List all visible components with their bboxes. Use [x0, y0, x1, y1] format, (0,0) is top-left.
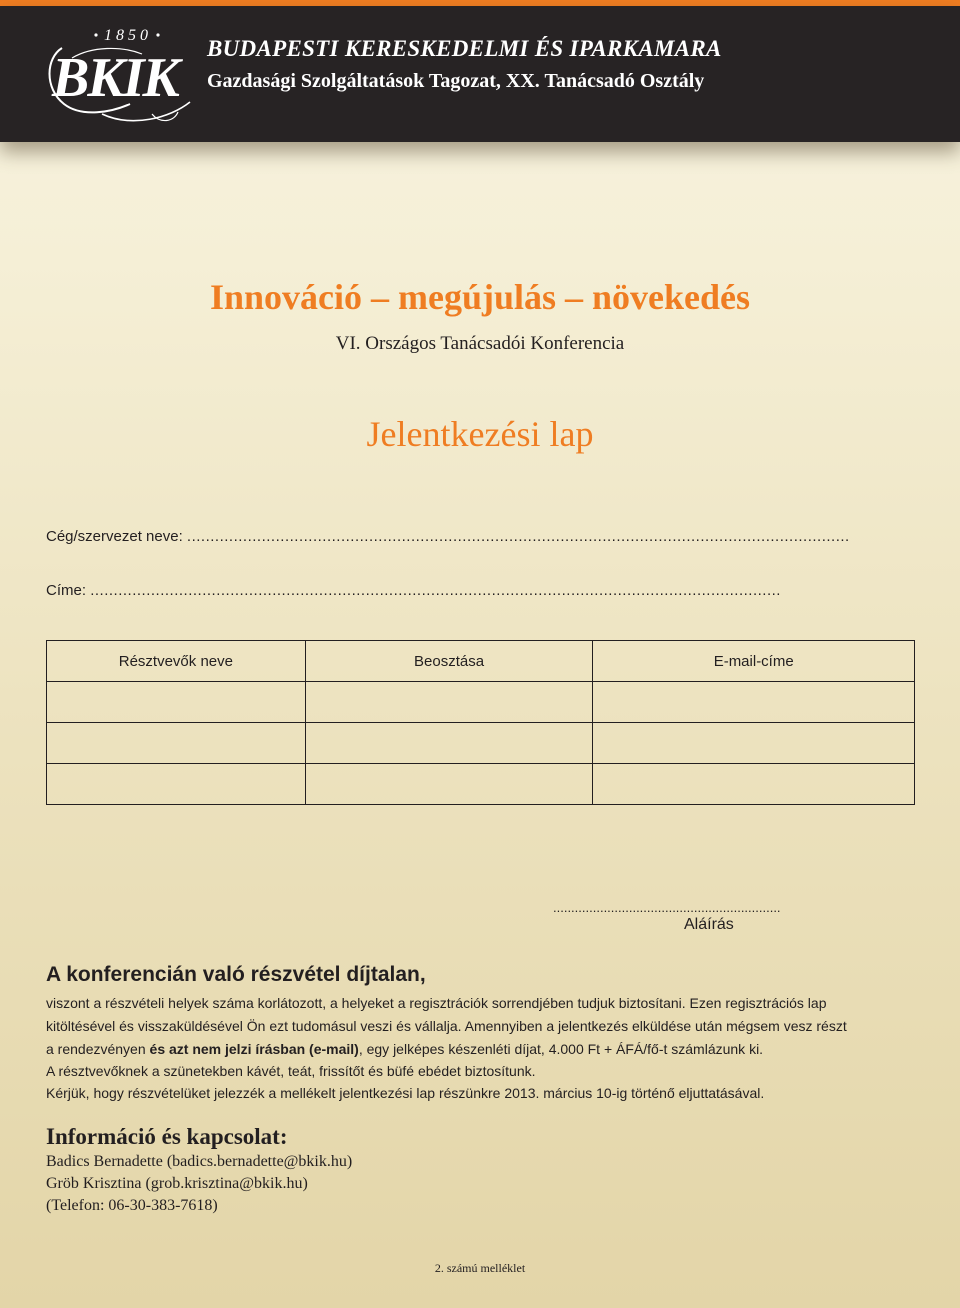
- email-cell[interactable]: [593, 723, 915, 764]
- address-value: ....................................................................................................................................................: [90, 582, 781, 599]
- terms-line-2: kitöltésével és visszaküldésével Ön ezt tudomásul veszi és vállalja. Amennyiben a jelentkezés elküldése után mégsem vesz részt: [46, 1018, 847, 1034]
- bkik-logo: [42, 18, 202, 130]
- position-cell[interactable]: [305, 682, 593, 723]
- header-email: E-mail-címe: [593, 641, 915, 682]
- terms-line-1: viszont a részvételi helyek száma korlátozott, a helyeket a regisztrációk sorrendjében tudjuk biztosítani. Ezen regisztrációs lap: [46, 995, 827, 1011]
- event-subtitle: VI. Országos Tanácsadói Konferencia: [335, 333, 625, 354]
- event-title: Innováció – megújulás – növekedés: [209, 277, 751, 317]
- address-field[interactable]: [46, 582, 781, 599]
- logo-year: 1850: [104, 27, 152, 44]
- page-header: [0, 6, 960, 142]
- participants-table: [46, 640, 915, 805]
- department-name: Gazdasági Szolgáltatások Tagozat, XX. Tanácsadó Osztály: [207, 70, 705, 92]
- logo-monogram: BKIK: [52, 47, 178, 109]
- participant-name-cell[interactable]: [47, 682, 306, 723]
- footer-note: 2. számú melléklet: [434, 1261, 526, 1275]
- email-cell[interactable]: [593, 764, 915, 805]
- company-value: ..............................................................................................................................................: [186, 528, 850, 545]
- position-cell[interactable]: [305, 764, 593, 805]
- terms-line-4: A résztvevőknek a szünetekben kávét, teát, frissítőt és büfé ebédet biztosítunk.: [46, 1063, 536, 1079]
- header-position: Beosztása: [305, 641, 593, 682]
- participant-name-cell[interactable]: [47, 723, 306, 764]
- terms-line-3: [46, 1041, 926, 1057]
- terms-heading: A konferencián való részvétel díjtalan,: [46, 963, 426, 986]
- terms-line-3-start: a rendezvényen: [46, 1041, 150, 1057]
- contact-1: Badics Bernadette (badics.bernadette@bkik.hu): [46, 1153, 353, 1170]
- contact-2: Gröb Krisztina (grob.krisztina@bkik.hu): [46, 1175, 308, 1192]
- email-cell[interactable]: [593, 682, 915, 723]
- company-field[interactable]: [46, 528, 850, 545]
- address-label: Címe:: [46, 582, 87, 599]
- position-cell[interactable]: [305, 723, 593, 764]
- table-row: [47, 764, 915, 805]
- contact-phone: (Telefon: 06-30-383-7618): [46, 1197, 218, 1214]
- participant-name-cell[interactable]: [47, 764, 306, 805]
- table-row: [47, 682, 915, 723]
- header-participant-name: Résztvevők neve: [47, 641, 306, 682]
- info-heading: Információ és kapcsolat:: [46, 1124, 288, 1149]
- company-label: Cég/szervezet neve:: [46, 528, 183, 545]
- table-row: [47, 723, 915, 764]
- chamber-name: BUDAPESTI KERESKEDELMI ÉS IPARKAMARA: [207, 36, 722, 61]
- terms-line-3-bold: és azt nem jelzi írásban (e-mail): [149, 1041, 359, 1057]
- terms-line-3-end: , egy jelképes készenléti díjat, 4.000 Ft + ÁFÁ/fő-t számlázunk ki.: [358, 1041, 764, 1057]
- signature-line[interactable]: ...............................................................: [553, 900, 781, 915]
- terms-line-5: Kérjük, hogy részvételüket jelezzék a mellékelt jelentkezési lap részünkre 2013. március 10-ig történő eljuttatásával.: [46, 1085, 765, 1101]
- form-title: Jelentkezési lap: [366, 414, 594, 454]
- table-header-row: [47, 641, 915, 682]
- signature-label: Aláírás: [684, 916, 734, 933]
